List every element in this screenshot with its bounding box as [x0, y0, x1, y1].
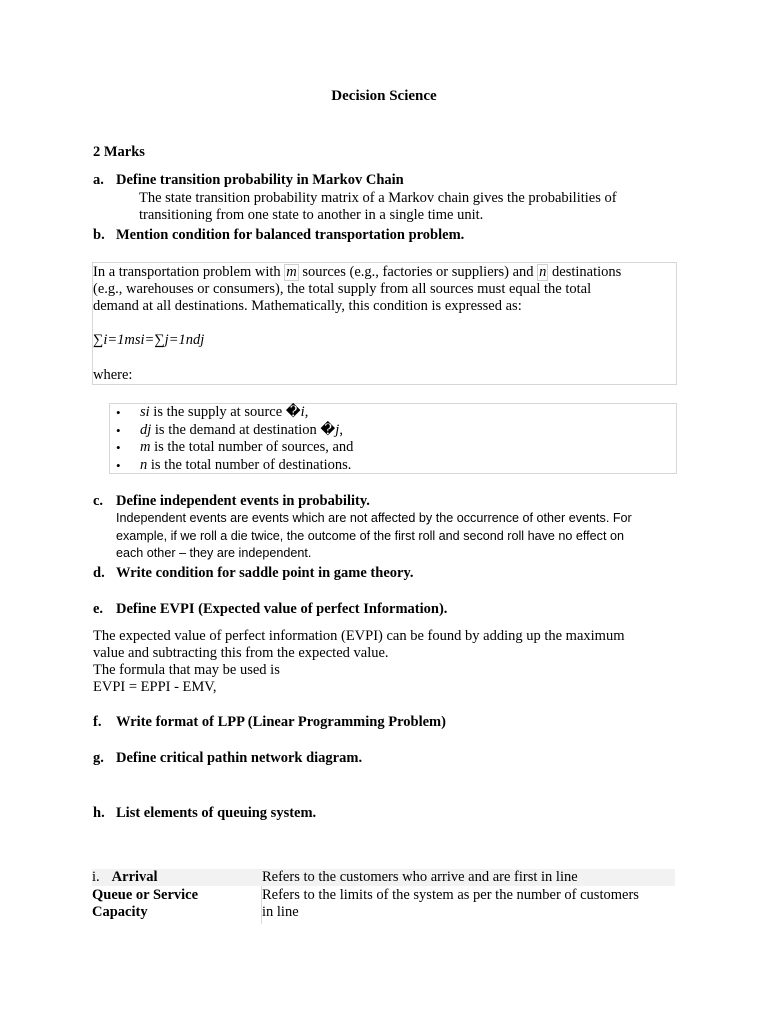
list-item	[110, 422, 676, 440]
answer-line: The expected value of perfect information (EVPI) can be found by adding up the maximum	[93, 628, 625, 644]
transport-answer-box	[92, 262, 677, 385]
where-label: where:	[93, 367, 133, 383]
missing-glyph: �	[285, 404, 301, 420]
question-number: a.	[93, 172, 104, 188]
answer-line: The formula that may be used is	[93, 662, 280, 678]
math-symbol: j	[335, 421, 340, 438]
answer-line: demand at all destinations. Mathematically, this condition is expressed as:	[93, 298, 522, 314]
answer-line: transitioning from one state to another in a single time unit.	[139, 207, 484, 223]
row-label-cell	[92, 887, 258, 921]
answer-line: (e.g., warehouses or consumers), the total supply from all sources must equal the total	[93, 281, 592, 297]
question-number: c.	[93, 493, 104, 509]
row-number: i.	[92, 869, 100, 885]
math-symbol: n	[539, 264, 547, 280]
question-number: d.	[93, 565, 105, 581]
answer-line: value and subtracting this from the expected value.	[93, 645, 389, 661]
text-run: is the demand at destination	[151, 421, 321, 438]
question-text: Define critical pathin network diagram.	[116, 750, 363, 766]
math-symbol: i	[300, 404, 305, 420]
text-run: In a transportation problem with	[93, 264, 285, 280]
text-run: ,	[304, 404, 309, 420]
math-symbol: si	[140, 404, 150, 420]
question-text: Mention condition for balanced transportation problem.	[116, 227, 465, 243]
answer-line: each other – they are independent.	[116, 546, 312, 560]
text-run: is the total number of sources, and	[150, 439, 354, 455]
balance-formula: ∑i=1msi=∑j=1ndj	[93, 332, 205, 348]
math-symbol: dj	[140, 421, 152, 438]
question-text: Define EVPI (Expected value of perfect Information).	[116, 601, 448, 617]
math-symbol: m	[140, 439, 151, 455]
description-line: in line	[262, 904, 299, 920]
evpi-formula: EVPI = EPPI - EMV,	[93, 679, 217, 695]
text-run: destinations	[548, 264, 622, 280]
question-number: f.	[93, 714, 102, 730]
answer-b-text	[93, 264, 621, 315]
text-run: sources (e.g., factories or suppliers) and	[298, 264, 538, 280]
answer-line: Independent events are events which are not affected by the occurrence of other events. For	[116, 511, 632, 525]
description-line: Refers to the limits of the system as per the number of customers	[262, 887, 639, 903]
row-label: Arrival	[111, 869, 158, 885]
definitions-box	[109, 403, 677, 474]
table-row	[92, 869, 675, 886]
list-item	[110, 404, 676, 422]
page-title: Decision Science	[331, 88, 437, 104]
question-number: g.	[93, 750, 104, 766]
section-heading: 2 Marks	[93, 144, 145, 160]
row-description	[262, 887, 675, 921]
answer-line	[93, 264, 621, 281]
question-number: e.	[93, 601, 104, 617]
answer-a	[139, 190, 617, 224]
missing-glyph: �	[320, 421, 336, 438]
row-description: Refers to the customers who arrive and are first in line	[262, 869, 578, 885]
text-run: ,	[339, 421, 343, 438]
question-number: b.	[93, 227, 105, 243]
row-label: Capacity	[92, 904, 148, 920]
question-number: h.	[93, 805, 105, 821]
text-run: is the supply at source	[149, 404, 286, 420]
row-label-cell	[92, 869, 258, 886]
math-var-n	[537, 264, 548, 281]
question-text: Define independent events in probability.	[116, 493, 370, 509]
row-label: Queue or Service	[92, 887, 199, 903]
text-run: is the total number of destinations.	[147, 456, 352, 473]
question-text: Define transition probability in Markov Chain	[116, 172, 404, 188]
answer-e	[93, 628, 625, 696]
math-var-m	[284, 264, 298, 281]
list-item	[110, 439, 676, 457]
question-text: Write condition for saddle point in game theory.	[116, 565, 414, 581]
answer-line: The state transition probability matrix of a Markov chain gives the probabilities of	[139, 190, 617, 206]
math-symbol: m	[286, 264, 297, 280]
answer-line: example, if we roll a die twice, the outcome of the first roll and second roll have no effect on	[116, 528, 624, 543]
question-text: List elements of queuing system.	[116, 805, 317, 821]
math-symbol: n	[140, 456, 148, 473]
table-row	[92, 887, 675, 923]
definitions-list	[110, 404, 676, 474]
list-item	[110, 457, 676, 475]
answer-c	[116, 510, 632, 563]
question-text: Write format of LPP (Linear Programming Problem)	[116, 714, 446, 730]
